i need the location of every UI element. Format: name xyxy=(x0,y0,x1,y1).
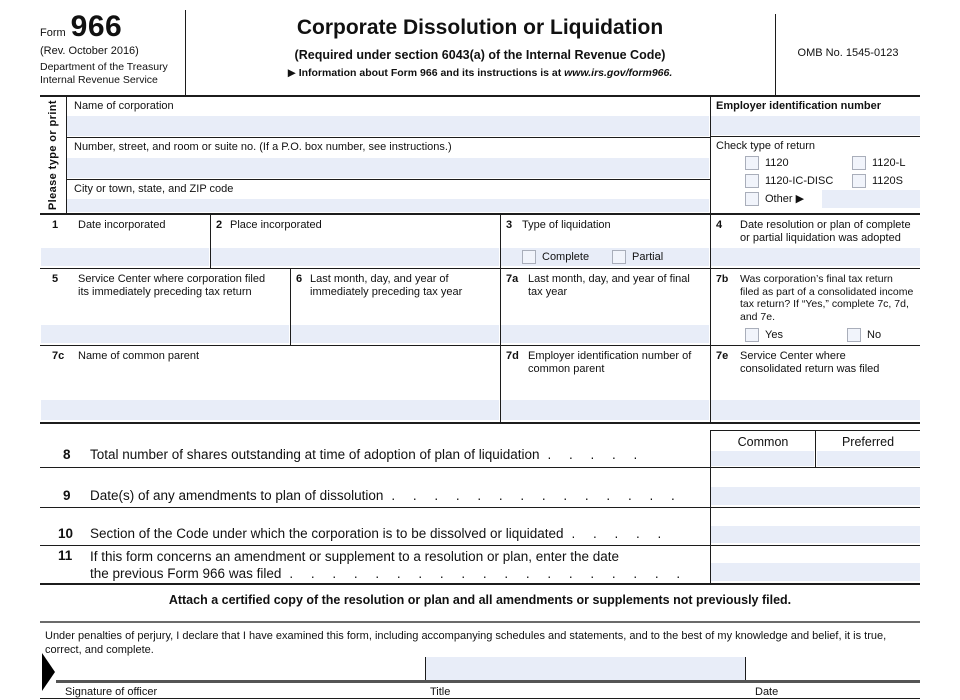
name-of-corporation-field[interactable] xyxy=(67,116,709,136)
consolidated-return-question: Was corporation’s final tax return filed as part of a consolidated income tax return? If “Yes,” complete 7c, 7d, and 7e. xyxy=(740,273,914,323)
info-text: Information about Form 966 and its instructions is at xyxy=(298,67,565,79)
signature-line[interactable] xyxy=(56,680,920,683)
header-bottom-rule xyxy=(40,95,920,97)
checkbox-1120-ic-disc-label: 1120-IC-DISC xyxy=(765,175,834,187)
preceding-tax-year-field[interactable] xyxy=(291,325,499,343)
ein-field[interactable] xyxy=(711,116,920,135)
line-7b-number: 7b xyxy=(716,273,729,285)
line-5-number: 5 xyxy=(52,273,59,285)
line-10-number: 10 xyxy=(58,526,74,541)
common-column-header: Common xyxy=(737,435,789,449)
info-url: www.irs.gov/form966. xyxy=(564,67,673,79)
address-rule-2 xyxy=(67,179,710,180)
place-incorporated-label: Place incorporated xyxy=(230,219,322,231)
row-rule-2 xyxy=(40,345,920,346)
line-10-field[interactable] xyxy=(711,526,920,543)
form-number: 966 xyxy=(70,10,123,43)
info-line xyxy=(186,67,774,79)
perjury-statement: Under penalties of perjury, I declare that I have examined this form, including accompanying schedules and statements, and to the best of my knowledge and belief, it is true, correct, and complete. xyxy=(45,630,887,656)
address-rule-1 xyxy=(67,137,710,138)
checkbox-partial-label: Partial xyxy=(632,251,664,263)
page-subtitle: (Required under section 6043(a) of the Internal Revenue Code) xyxy=(294,48,666,62)
line-1-number: 1 xyxy=(52,219,59,231)
check-type-of-return-label: Check type of return xyxy=(716,140,816,152)
checkbox-1120s[interactable] xyxy=(852,174,866,188)
checkbox-1120-ic-disc[interactable] xyxy=(745,174,759,188)
checkbox-other[interactable] xyxy=(745,192,759,206)
signature-arrow-icon xyxy=(42,653,55,691)
r2-divider-3 xyxy=(710,269,711,345)
checkbox-complete-label: Complete xyxy=(542,251,590,263)
date-label: Date xyxy=(755,686,779,698)
please-type-or-print-label: Please type or print xyxy=(47,99,59,211)
omb-block xyxy=(776,10,920,95)
name-of-corporation-label: Name of corporation xyxy=(74,100,174,112)
row-rule-1 xyxy=(40,268,920,269)
form-revision: (Rev. October 2016) xyxy=(40,45,139,57)
service-center-label: Service Center where corporation filed its immediately preceding tax return xyxy=(78,273,266,298)
final-tax-year-label: Last month, day, and year of final tax year xyxy=(528,273,690,298)
signature-of-officer-label: Signature of officer xyxy=(65,686,158,698)
dot-leader: . . . . . xyxy=(571,526,663,541)
ein-rule xyxy=(711,136,920,137)
checkbox-partial[interactable] xyxy=(612,250,626,264)
line-4-number: 4 xyxy=(716,219,723,231)
consolidated-service-center-label: Service Center where consolidated return was filed xyxy=(740,350,880,375)
line-7e-number: 7e xyxy=(716,350,729,362)
common-parent-name-label: Name of common parent xyxy=(78,350,200,362)
line-7c-number: 7c xyxy=(52,350,65,362)
line-10-rule xyxy=(40,545,920,546)
city-state-zip-label: City or town, state, and ZIP code xyxy=(74,183,234,195)
place-incorporated-field[interactable] xyxy=(211,248,499,266)
checkbox-no-label: No xyxy=(867,329,882,341)
date-incorporated-field[interactable] xyxy=(41,248,209,266)
line-6-number: 6 xyxy=(296,273,303,285)
form-id-block xyxy=(40,10,185,95)
dot-leader: . . . . . . . . . . . . . . . . . . . xyxy=(289,566,682,581)
preferred-column-header: Preferred xyxy=(841,435,895,449)
date-resolution-field[interactable] xyxy=(711,248,920,266)
section-rule-2 xyxy=(40,422,920,424)
checkbox-1120-label: 1120 xyxy=(765,157,789,169)
street-address-label: Number, street, and room or suite no. (If a P.O. box number, see instructions.) xyxy=(74,141,452,153)
agency-line-2: Internal Revenue Service xyxy=(40,73,158,86)
checkbox-1120-l-label: 1120-L xyxy=(872,157,906,169)
other-return-type-field[interactable] xyxy=(822,190,920,208)
title-field-left-border xyxy=(425,657,426,680)
shares-common-field[interactable] xyxy=(711,451,814,466)
line-9-field[interactable] xyxy=(711,487,920,505)
city-state-zip-field[interactable] xyxy=(67,199,709,212)
date-resolution-label: Date resolution or plan of complete or partial liquidation was adopted xyxy=(740,219,911,244)
line-11-field[interactable] xyxy=(711,563,920,581)
common-parent-ein-field[interactable] xyxy=(501,400,709,420)
line-7a-number: 7a xyxy=(506,273,519,285)
page-title: Corporate Dissolution or Liquidation xyxy=(296,16,664,39)
dot-leader: . . . . . xyxy=(547,447,639,462)
line-2-number: 2 xyxy=(216,219,223,231)
line-11-text: If this form concerns an amendment or supplement to a resolution or plan, enter the date the previous Form 966 was filed . . . . . . . . . . . . . . . . . . . xyxy=(90,549,682,581)
perjury-top-rule xyxy=(40,621,920,623)
street-address-field[interactable] xyxy=(67,158,709,178)
right-arrow-icon: ▶ xyxy=(287,67,296,79)
side-label-box xyxy=(40,97,66,213)
common-parent-name-field[interactable] xyxy=(41,400,499,420)
service-center-field[interactable] xyxy=(41,325,289,343)
checkbox-no[interactable] xyxy=(847,328,861,342)
form-word: Form xyxy=(40,27,66,39)
title-field-right-border xyxy=(745,657,746,680)
checkbox-complete[interactable] xyxy=(522,250,536,264)
line-11-number: 11 xyxy=(58,548,73,563)
line-7d-number: 7d xyxy=(506,350,519,362)
agency-line-1: Department of the Treasury xyxy=(40,61,168,73)
checkbox-yes[interactable] xyxy=(745,328,759,342)
preceding-tax-year-label: Last month, day, and year of immediately preceding tax year xyxy=(310,273,463,298)
section-rule-1 xyxy=(40,213,920,215)
checkbox-other-label: Other ▶ xyxy=(765,193,805,205)
final-tax-year-field[interactable] xyxy=(501,325,709,343)
line-8-rule xyxy=(40,467,920,468)
date-incorporated-label: Date incorporated xyxy=(78,219,166,231)
section-rule-3 xyxy=(40,583,920,585)
line-3-number: 3 xyxy=(506,219,513,231)
attach-note: Attach a certified copy of the resolution or plan and all amendments or supplements not previously filed. xyxy=(168,593,792,607)
checkbox-1120[interactable] xyxy=(745,156,759,170)
title-field[interactable] xyxy=(426,657,745,680)
checkbox-1120s-label: 1120S xyxy=(872,175,903,187)
shares-preferred-field[interactable] xyxy=(817,451,920,466)
form-bottom-rule xyxy=(40,698,920,699)
checkbox-yes-label: Yes xyxy=(765,329,783,341)
line-9-rule xyxy=(40,507,920,508)
side-label-divider xyxy=(66,97,67,213)
line-9-text: Date(s) of any amendments to plan of dissolution . . . . . . . . . . . . . . xyxy=(90,488,676,503)
checkbox-1120-l[interactable] xyxy=(852,156,866,170)
line-8-text: Total number of shares outstanding at time of adoption of plan of liquidation . . . . . xyxy=(90,447,639,462)
line-9-number: 9 xyxy=(63,488,71,503)
common-parent-ein-label: Employer identification number of common parent xyxy=(528,350,692,375)
title-label: Title xyxy=(430,686,451,698)
line-10-text: Section of the Code under which the corporation is to be dissolved or liquidated . . . . . xyxy=(90,526,663,541)
type-of-liquidation-label: Type of liquidation xyxy=(522,219,611,231)
consolidated-service-center-field[interactable] xyxy=(711,400,920,420)
right-arrow-icon: ▶ xyxy=(795,193,805,205)
line-8-number: 8 xyxy=(63,447,71,462)
ein-label: Employer identification number xyxy=(716,100,882,112)
header-title-block xyxy=(186,8,774,95)
omb-number: OMB No. 1545-0123 xyxy=(797,46,899,59)
dot-leader: . . . . . . . . . . . . . . xyxy=(391,488,676,503)
right-column-divider xyxy=(710,97,711,213)
